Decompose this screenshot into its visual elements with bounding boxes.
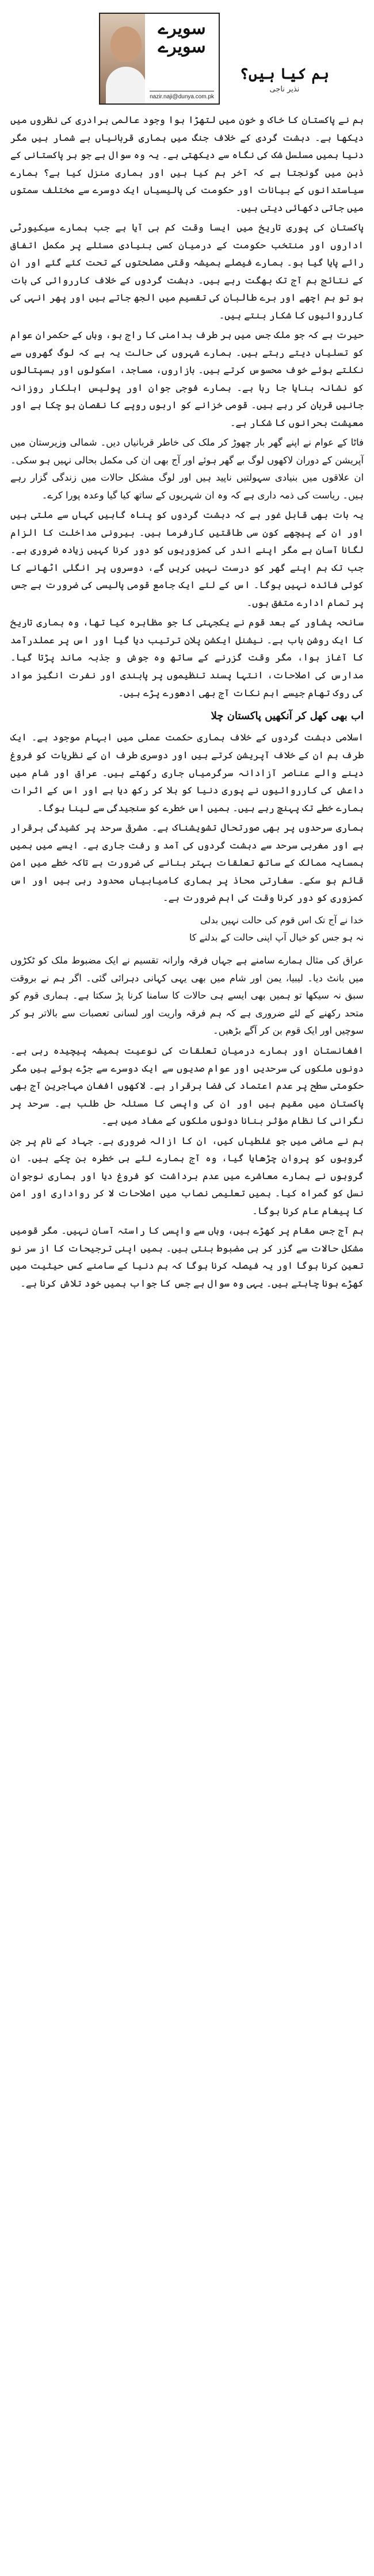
paragraph: فاٹا کے عوام نے اپنے گھر بار چھوڑ کر ملک کی خاطر قربانیاں دیں۔ شمالی وزیرستان میں آپریشن کے دوران لاکھوں لوگ بے گھر ہوئے اور آج بھی ان کی مکمل بحالی نہیں ہو سکی۔ ان علاقوں میں بنیادی سہولتیں ناپید ہیں اور لوگ مشکل حالات میں زندگی گزار رہے ہیں۔ ریاست کی ذمہ داری ہے کہ وہ ان شہریوں کے ساتھ کیا گیا وعدہ پورا کرے۔: [10, 437, 364, 501]
paragraph: سانحہ پشاور کے بعد قوم نے یکجہتی کا جو مظاہرہ کیا تھا، وہ ہماری تاریخ کا ایک روشن باب ہے۔ نیشنل ایکشن پلان ترتیب دیا گیا اور اس پر عملدرآمد کا آغاز ہوا، مگر وقت گزرنے کے ساتھ وہ جوش و جذبہ ماند پڑتا گیا۔ مدارس کی اصلاحات، انتہا پسند تنظیموں پر پابندی اور نفرت انگیز مواد کی روک تھام جیسے اہم نکات آج بھی ادھورے پڑے ہیں۔: [10, 617, 364, 698]
headline-block: [240, 66, 329, 94]
verse-line: خدا نے آج تک اس قوم کی حالت نہیں بدلی: [200, 914, 364, 926]
article-title: ہم کیا ہیں؟: [239, 66, 329, 83]
paragraph: پاکستان کی پوری تاریخ میں ایسا وقت کم ہی آیا ہے جب ہمارے سیکیورٹی اداروں اور منتخب حکومت کے درمیان کسی بنیادی مسئلے پر مکمل اتفاق رائے پایا گیا ہو۔ ہمارے فیصلے ہمیشہ وقتی مصلحتوں کے تحت کئے گئے اور ان کے نتائج ہم آج تک بھگت رہے ہیں۔ دہشت گردوں کے خلاف کارروائی کی بات ہو تو ہم اچھے اور برے طالبان کی تقسیم میں الجھ جاتے ہیں اور پھر انہی کی کارروائیوں کا شکار بنتے ہیں۔: [10, 222, 364, 321]
subheading: اب بھی کھل کر آنکھیں پاکستان چلا: [211, 710, 364, 723]
masthead: [10, 8, 364, 106]
column-logo: [99, 13, 220, 105]
paragraph: یہ بات بھی قابل غور ہے کہ دہشت گردوں کو پناہ گاہیں کہاں سے ملتی ہیں اور ان کے پیچھے کون سی طاقتیں کارفرما ہیں۔ بیرونی مداخلت کا الزام لگانا آسان ہے مگر اپنے اندر کی کمزوریوں کو دور کرنا کہیں زیادہ ضروری ہے۔ جب تک ہم اپنے گھر کو درست نہیں کریں گے، دوسروں پر انگلی اٹھانے کا کوئی فائدہ نہیں ہوگا۔ اس کے لئے ایک جامع قومی پالیسی کی ضرورت ہے جس پر تمام ادارے متفق ہوں۔: [10, 509, 364, 608]
author-name: نذیر ناجی: [269, 85, 300, 94]
author-photo: [100, 14, 145, 103]
paragraph: عراق کی مثال ہمارے سامنے ہے جہاں فرقہ وارانہ تقسیم نے ایک مضبوط ملک کو ٹکڑوں میں بانٹ دیا۔ لیبیا، یمن اور شام میں بھی یہی کہانی دہرائی گئی۔ اگر ہم نے بروقت سبق نہ سیکھا تو ہمیں بھی ایسے ہی حالات کا سامنا کرنا پڑ سکتا ہے۔ ہماری قوم کو متحد رکھنے کے لئے ضروری ہے کہ ہم فرقہ واریت اور لسانی تعصبات سے بالاتر ہو کر سوچیں اور ایک قوم بن کر آگے بڑھیں۔: [10, 955, 364, 1036]
article-body: [10, 112, 364, 1292]
author-email: nazir.naji@dunya.com.pk: [150, 91, 214, 100]
paragraph: حیرت ہے کہ جو ملک جس میں ہر طرف بدامنی کا راج ہو، وہاں کے حکمران عوام کو تسلیاں دیتے رہتے ہیں۔ ہمارے شہروں کی حالت یہ ہے کہ لوگ گھروں سے نکلتے ہوئے خوف محسوس کرتے ہیں۔ بازاروں، مساجد، اسکولوں اور ہسپتالوں کو نشانہ بنایا جا رہا ہے۔ ہمارے فوجی جوان اور پولیس اہلکار روزانہ جانیں قربان کر رہے ہیں۔ قومی خزانے کو اربوں روپے کا نقصان ہو چکا ہے اور معیشت بحرانوں کا شکار ہے۔: [10, 329, 364, 428]
paragraph: افغانستان اور ہمارے درمیان تعلقات کی نوعیت ہمیشہ پیچیدہ رہی ہے۔ دونوں ملکوں کی سرحدیں اور عوام صدیوں سے ایک دوسرے سے جڑے ہوئے ہیں مگر حکومتی سطح پر عدم اعتماد کی فضا برقرار ہے۔ لاکھوں افغان مہاجرین آج بھی پاکستان میں مقیم ہیں اور ان کی واپسی کا مسئلہ حل طلب ہے۔ سرحد پر نگرانی کا نظام مؤثر بنانا دونوں ملکوں کے مفاد میں ہے۔: [10, 1045, 364, 1127]
verse-line: نہ ہو جس کو خیال آپ اپنی حالت کے بدلنے کا: [189, 932, 364, 943]
column-logo-text: [145, 14, 219, 103]
column-name: سویرے سویرے: [158, 18, 206, 57]
paragraph: اسلامی دہشت گردوں کے خلاف ہماری حکمت عملی میں ابہام موجود ہے۔ ایک طرف ہم ان کے خلاف آپریشن کرتے ہیں اور دوسری طرف ان کے نظریات کو فروغ دینے والے عناصر آزادانہ سرگرمیاں جاری رکھتے ہیں۔ عراق اور شام میں داعش کی کارروائیوں نے پوری دنیا کو ہلا کر رکھ دیا ہے اور اس کے اثرات ہمارے خطے تک پہنچ رہے ہیں۔ ہمیں اس خطرے کو سنجیدگی سے لینا ہوگا۔: [10, 732, 364, 813]
paragraph: ہم آج جس مقام پر کھڑے ہیں، وہاں سے واپسی کا راستہ آسان نہیں۔ مگر قومیں مشکل حالات سے گزر کر ہی مضبوط بنتی ہیں۔ ہمیں اپنی ترجیحات کا از سر نو تعین کرنا ہوگا اور یہ فیصلہ کرنا ہوگا کہ ہم دنیا کے سامنے کس حیثیت میں کھڑے ہونا چاہتے ہیں۔ یہی وہ سوال ہے جس کا جواب ہمیں خود تلاش کرنا ہے۔: [10, 1225, 364, 1289]
verse-block: [10, 912, 364, 947]
paragraph: ہم نے پاکستان کا خاک و خون میں لتھڑا ہوا وجود عالمی برادری کی نظروں میں دیکھا ہے۔ دہشت گردی کے خلاف جنگ میں ہماری قربانیاں بے شمار ہیں مگر دنیا ہمیں مسلسل شک کی نگاہ سے دیکھتی ہے۔ یہ وہ سوال ہے جو ہر پاکستانی کے ذہن میں گونجتا ہے کہ آخر ہم کیا ہیں اور ہماری منزل کیا ہے؟ ہمارے سیاستدانوں کے بیانات اور حکومت کی پالیسیاں ایک دوسرے سے مختلف سمتوں میں جاتی دکھائی دیتی ہیں۔: [10, 114, 364, 213]
paragraph: ہم نے ماضی میں جو غلطیاں کیں، ان کا ازالہ ضروری ہے۔ جہاد کے نام پر جن گروہوں کو پروان چڑھایا گیا، وہ آج ہمارے لئے ہی خطرہ بن چکے ہیں۔ ان گروہوں نے ہمارے معاشرے میں عدم برداشت کو فروغ دیا اور ہماری نوجوان نسل کو گمراہ کیا۔ ہمیں تعلیمی نصاب میں اصلاحات لا کر رواداری اور امن کا پیغام عام کرنا ہوگا۔: [10, 1135, 364, 1216]
paragraph: ہماری سرحدوں پر بھی صورتحال تشویشناک ہے۔ مشرقی سرحد پر کشیدگی برقرار ہے اور مغربی سرحد سے دہشت گردوں کی آمد و رفت جاری ہے۔ ایسے میں ہمیں ہمسایہ ممالک کے ساتھ تعلقات بہتر بنانے کی ضرورت ہے تاکہ خطے میں امن قائم ہو سکے۔ سفارتی محاذ پر ہماری کامیابیاں محدود رہی ہیں اور اس کمزوری کو دور کرنا وقت کی اہم ضرورت ہے۔: [10, 822, 364, 904]
